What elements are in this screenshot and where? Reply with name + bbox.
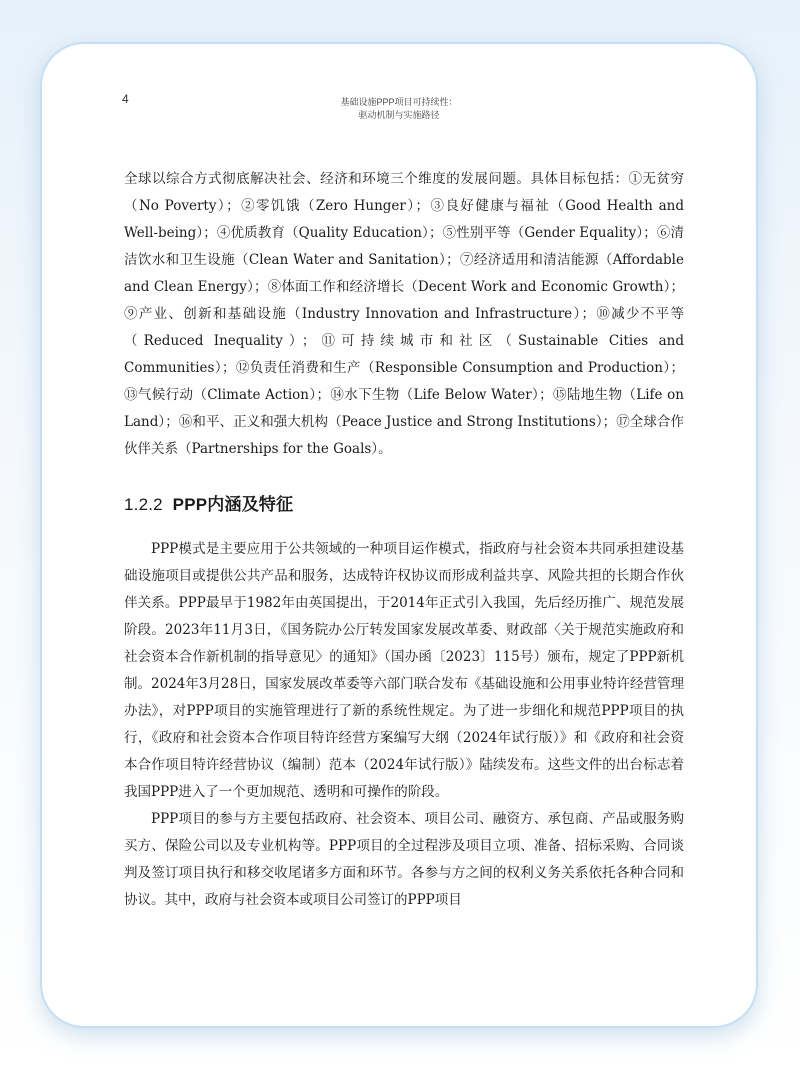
- running-title-line-2: 驱动机制与实施路径: [358, 110, 440, 120]
- page-card: [40, 42, 758, 1028]
- running-title-line-1: 基础设施PPP项目可持续性：: [340, 97, 458, 107]
- section-heading: [124, 491, 684, 518]
- section-number: 1.2.2: [124, 495, 163, 514]
- page-number: 4: [122, 92, 129, 106]
- body-paragraph-1: PPP模式是主要应用于公共领域的一种项目运作模式，指政府与社会资本共同承担建设基础设施项目或提供公共产品和服务，达成特许权协议而形成利益共享、风险共担的长期合作伙伴关系。PPP最早于1982年由英国提出，于2014年正式引入我国，先后经历推广、规范发展阶段。2023年11月3日，《国务院办公厅转发国家发展改革委、财政部〈关于规范实施政府和社会资本合作新机制的指导意见〉的通知》（国办函〔2023〕115号）颁布，规定了PPP新机制。2024年3月28日，国家发展改革委等六部门联合发布《基础设施和公用事业特许经营管理办法》，对PPP项目的实施管理进行了新的系统性规定。为了进一步细化和规范PPP项目的执行，《政府和社会资本合作项目特许经营方案编写大纲（2024年试行版）》和《政府和社会资本合作项目特许经营协议（编制）范本（2024年试行版）》陆续发布。这些文件的出台标志着我国PPP进入了一个更加规范、透明和可操作的阶段。: [124, 541, 684, 800]
- body-paragraph-2: PPP项目的参与方主要包括政府、社会资本、项目公司、融资方、承包商、产品或服务购买方、保险公司以及专业机构等。PPP项目的全过程涉及项目立项、准备、招标采购、合同谈判及签订项目执行和移交收尾诸多方面和环节。各参与方之间的权利义务关系依托各种合同和协议。其中，政府与社会资本或项目公司签订的PPP项目: [124, 811, 684, 908]
- goals-paragraph: 全球以综合方式彻底解决社会、经济和环境三个维度的发展问题。具体目标包括：①无贫穷（No Poverty）；②零饥饿（Zero Hunger）；③良好健康与福祉（Good Health and Well-being）；④优质教育（Quality Education）；⑤性别平等（Gender Equality）；⑥清洁饮水和卫生设施（Clean Water and Sanitation）；⑦经济适用和清洁能源（Affordable and Clean Energy）；⑧体面工作和经济增长（Decent Work and Economic Growth）；⑨产业、创新和基础设施（Industry Innovation and Infrastructure）；⑩减少不平等（Reduced Inequality）；⑪可持续城市和社区（Sustainable Cities and Communities）；⑫负责任消费和生产（Responsible Consumption and Production）；⑬气候行动（Climate Action）；⑭水下生物（Life Below Water）；⑮陆地生物（Life on Land）；⑯和平、正义和强大机构（Peace Justice and Strong Institutions）；⑰全球合作伙伴关系（Partnerships for the Goals）。: [124, 171, 684, 457]
- section-title: PPP内涵及特征: [172, 495, 294, 514]
- page-content: [124, 166, 684, 914]
- running-head: [42, 96, 756, 122]
